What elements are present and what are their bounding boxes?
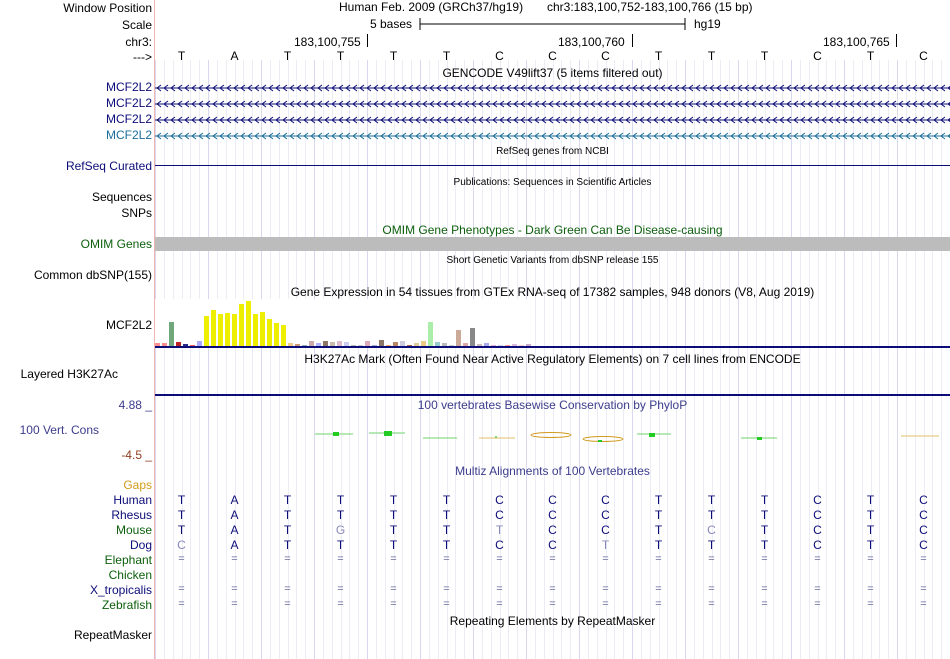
position-text: chr3:183,100,752-183,100,766 (15 bp) — [547, 0, 753, 14]
alignment-base: T — [177, 493, 186, 507]
species-label[interactable]: Elephant — [104, 553, 152, 567]
alignment-base: = — [231, 598, 238, 610]
alignment-base: A — [230, 493, 239, 507]
gencode-item-label[interactable]: MCF2L2 — [105, 80, 152, 94]
alignment-base: T — [654, 493, 663, 507]
snps-track-label[interactable]: SNPs — [121, 206, 152, 220]
gtex-tissue-bar[interactable] — [204, 316, 209, 347]
gencode-item-label[interactable]: MCF2L2 — [105, 96, 152, 110]
gtex-tissue-bar[interactable] — [470, 328, 475, 347]
alignment-base: = — [231, 583, 238, 595]
dbsnp-track-title: Short Genetic Variants from dbSNP release 155 — [446, 255, 659, 266]
alignment-base: G — [335, 523, 346, 537]
alignment-base: = — [443, 583, 450, 595]
alignment-base: = — [337, 583, 344, 595]
species-label[interactable]: Chicken — [108, 568, 152, 582]
species-label[interactable]: Rhesus — [111, 508, 152, 522]
alignment-base: = — [496, 553, 503, 565]
h3k27ac-baseline — [155, 394, 950, 396]
gencode-item-label[interactable]: MCF2L2 — [105, 128, 152, 142]
assembly-text: Human Feb. 2009 (GRCh37/hg19) — [339, 0, 524, 14]
alignment-base: C — [548, 523, 557, 537]
alignment-base: C — [548, 538, 557, 552]
alignment-base: C — [919, 523, 928, 537]
alignment-base: T — [283, 508, 292, 522]
alignment-base: = — [602, 553, 609, 565]
gencode-transcript[interactable] — [155, 83, 950, 93]
reference-base: C — [919, 49, 928, 63]
species-label[interactable]: X_tropicalis — [89, 583, 152, 597]
reference-base: C — [548, 49, 557, 63]
gencode-transcript[interactable] — [155, 131, 950, 141]
alignment-base: = — [178, 598, 185, 610]
gtex-tissue-bar[interactable] — [281, 325, 286, 347]
alignment-base: = — [920, 553, 927, 565]
species-label[interactable]: Human — [113, 493, 152, 507]
reference-base: T — [177, 49, 186, 63]
alignment-base: T — [283, 493, 292, 507]
omim-track-title: OMIM Gene Phenotypes - Dark Green Can Be Disease-causing — [382, 223, 723, 237]
alignment-base: C — [548, 508, 557, 522]
alignment-base: T — [707, 493, 716, 507]
alignment-base: C — [707, 523, 716, 537]
alignment-base: = — [761, 598, 768, 610]
alignment-base: = — [867, 598, 874, 610]
coord-tick — [367, 34, 368, 47]
cons-min-label: -4.5 _ — [121, 448, 152, 462]
gtex-tissue-bar[interactable] — [169, 322, 174, 347]
alignment-base: T — [442, 538, 451, 552]
alignment-base: = — [549, 553, 556, 565]
gtex-tissue-bar[interactable] — [267, 319, 272, 347]
repeatmasker-track-label[interactable]: RepeatMasker — [73, 628, 152, 642]
alignment-base: = — [496, 583, 503, 595]
reference-base: T — [283, 49, 292, 63]
alignment-base: T — [336, 538, 345, 552]
alignment-base: = — [549, 598, 556, 610]
alignment-base: C — [813, 508, 822, 522]
reference-base: T — [336, 49, 345, 63]
multiz-track-title: Multiz Alignments of 100 Vertebrates — [455, 464, 650, 478]
coord-label: 183,100,760 — [558, 35, 625, 49]
alignment-base: = — [284, 598, 291, 610]
alignment-base: C — [495, 508, 504, 522]
coord-tick — [896, 34, 897, 47]
alignment-base: T — [760, 508, 769, 522]
alignment-base: T — [866, 523, 875, 537]
gtex-tissue-bar[interactable] — [225, 313, 230, 347]
gtex-baseline — [155, 346, 950, 348]
alignment-base: = — [602, 583, 609, 595]
dbsnp-track-label[interactable]: Common dbSNP(155) — [33, 268, 152, 282]
alignment-base: = — [708, 598, 715, 610]
gtex-tissue-bar[interactable] — [232, 314, 237, 347]
alignment-base: A — [230, 523, 239, 537]
alignment-base: = — [337, 598, 344, 610]
track-image[interactable] — [155, 0, 950, 659]
alignment-base: T — [336, 508, 345, 522]
alignment-base: T — [495, 523, 504, 537]
alignment-base: C — [495, 493, 504, 507]
alignment-base: = — [761, 553, 768, 565]
alignment-base: = — [231, 553, 238, 565]
coord-label: 183,100,755 — [294, 35, 361, 49]
alignment-base: T — [442, 523, 451, 537]
gtex-tissue-bar[interactable] — [428, 322, 433, 347]
alignment-base: = — [867, 553, 874, 565]
alignment-base: T — [442, 493, 451, 507]
reference-base: C — [813, 49, 822, 63]
coord-label: 183,100,765 — [823, 35, 890, 49]
alignment-base: A — [230, 508, 239, 522]
species-label[interactable]: Mouse — [115, 523, 152, 537]
window-position-label: Window Position — [63, 1, 152, 15]
alignment-base: T — [177, 508, 186, 522]
alignment-base: C — [919, 538, 928, 552]
alignment-base: = — [708, 553, 715, 565]
alignment-base: = — [284, 553, 291, 565]
refseq-track-label[interactable]: RefSeq Curated — [65, 159, 152, 173]
alignment-base: T — [601, 538, 610, 552]
gencode-item-label[interactable]: MCF2L2 — [105, 112, 152, 126]
alignment-base: T — [389, 523, 398, 537]
cons-track-label[interactable]: 100 Vert. Cons — [19, 423, 99, 437]
alignment-base: = — [443, 553, 450, 565]
alignment-base: C — [601, 493, 610, 507]
strand-label[interactable]: ---> — [133, 50, 152, 64]
alignment-base: C — [919, 493, 928, 507]
repeatmasker-track-title: Repeating Elements by RepeatMasker — [449, 614, 656, 628]
gtex-bar-chart[interactable] — [155, 299, 535, 347]
cons-max-label: 4.88 _ — [118, 398, 152, 412]
alignment-base: = — [814, 553, 821, 565]
chr-label: chr3: — [125, 35, 152, 49]
gaps-label: Gaps — [123, 478, 152, 492]
gtex-tissue-bar[interactable] — [211, 310, 216, 347]
alignment-base: = — [814, 583, 821, 595]
gencode-transcript[interactable] — [155, 99, 950, 109]
gtex-tissue-bar[interactable] — [456, 330, 461, 347]
alignment-base: C — [813, 538, 822, 552]
reference-base: T — [442, 49, 451, 63]
alignment-base: T — [654, 523, 663, 537]
alignment-base: = — [920, 598, 927, 610]
coord-tick — [632, 34, 633, 47]
h3k27ac-track-label[interactable]: Layered H3K27Ac — [20, 367, 118, 381]
alignment-base: = — [390, 598, 397, 610]
alignment-base: C — [813, 523, 822, 537]
reference-base: A — [230, 49, 239, 63]
gencode-track-title: GENCODE V49lift37 (5 items filtered out) — [442, 66, 663, 80]
sequences-track-label[interactable]: Sequences — [91, 190, 152, 204]
alignment-base: = — [602, 598, 609, 610]
alignment-base: = — [761, 583, 768, 595]
db-text: hg19 — [694, 17, 721, 31]
alignment-base: T — [760, 493, 769, 507]
alignment-base: T — [389, 493, 398, 507]
gtex-tissue-bar[interactable] — [218, 314, 223, 347]
reference-base: T — [389, 49, 398, 63]
alignment-base: T — [707, 538, 716, 552]
alignment-base: T — [866, 493, 875, 507]
alignment-base: T — [760, 538, 769, 552]
alignment-base: = — [390, 553, 397, 565]
alignment-base: T — [442, 508, 451, 522]
species-label[interactable]: Dog — [129, 538, 152, 552]
alignment-base: T — [283, 523, 292, 537]
gtex-tissue-bar[interactable] — [253, 314, 258, 347]
h3k27ac-track-title: H3K27Ac Mark (Often Found Near Active Regulatory Elements) on 7 cell lines from ENCODE — [304, 352, 801, 366]
alignment-base: C — [177, 538, 186, 552]
reference-base: T — [654, 49, 663, 63]
gtex-track-label[interactable]: MCF2L2 — [105, 318, 152, 332]
gtex-track-title: Gene Expression in 54 tissues from GTEx RNA-seq of 17382 samples, 948 donors (V8, Aug 2019) — [290, 285, 815, 299]
cons-track-title: 100 vertebrates Basewise Conservation by PhyloP — [417, 398, 688, 412]
alignment-base: T — [866, 538, 875, 552]
reference-base: C — [601, 49, 610, 63]
scale-bar — [419, 17, 686, 31]
alignment-base: T — [389, 508, 398, 522]
alignment-base: T — [654, 508, 663, 522]
scale-label: Scale — [121, 18, 152, 32]
gencode-transcript[interactable] — [155, 115, 950, 125]
alignment-base: C — [495, 538, 504, 552]
alignment-base: = — [443, 598, 450, 610]
gtex-tissue-bar[interactable] — [239, 304, 244, 347]
alignment-base: = — [920, 583, 927, 595]
alignment-base: T — [389, 538, 398, 552]
alignment-base: = — [390, 583, 397, 595]
omim-track-label[interactable]: OMIM Genes — [80, 237, 152, 251]
reference-base: T — [760, 49, 769, 63]
refseq-gene-line[interactable] — [155, 165, 950, 166]
alignment-base: T — [336, 493, 345, 507]
alignment-base: = — [867, 583, 874, 595]
alignment-base: = — [178, 583, 185, 595]
reference-base: C — [495, 49, 504, 63]
omim-gene-bar[interactable] — [155, 237, 950, 251]
publications-track-title: Publications: Sequences in Scientific Articles — [453, 177, 652, 188]
gtex-tissue-bar[interactable] — [274, 323, 279, 347]
alignment-base: C — [813, 493, 822, 507]
alignment-base: T — [866, 508, 875, 522]
gtex-tissue-bar[interactable] — [246, 301, 251, 347]
alignment-base: A — [230, 538, 239, 552]
gtex-tissue-bar[interactable] — [260, 312, 265, 347]
alignment-base: = — [655, 583, 662, 595]
alignment-base: = — [708, 583, 715, 595]
refseq-track-title: RefSeq genes from NCBI — [496, 146, 609, 157]
alignment-base: = — [655, 553, 662, 565]
alignment-base: T — [760, 523, 769, 537]
track-labels-column — [0, 0, 154, 659]
alignment-base: = — [549, 583, 556, 595]
alignment-base: C — [919, 508, 928, 522]
reference-base: T — [707, 49, 716, 63]
alignment-base: T — [283, 538, 292, 552]
alignment-base: T — [707, 508, 716, 522]
alignment-base: T — [654, 538, 663, 552]
cons-wiggle[interactable] — [155, 425, 950, 447]
alignment-base: C — [601, 508, 610, 522]
alignment-base: = — [496, 598, 503, 610]
alignment-base: C — [601, 523, 610, 537]
scale-text: 5 bases — [370, 17, 413, 31]
alignment-base: = — [655, 598, 662, 610]
alignment-base: = — [337, 553, 344, 565]
alignment-base: = — [178, 553, 185, 565]
alignment-base: = — [284, 583, 291, 595]
alignment-base: C — [548, 493, 557, 507]
reference-base: T — [866, 49, 875, 63]
alignment-base: = — [814, 598, 821, 610]
species-label[interactable]: Zebrafish — [101, 598, 152, 612]
alignment-base: T — [177, 523, 186, 537]
